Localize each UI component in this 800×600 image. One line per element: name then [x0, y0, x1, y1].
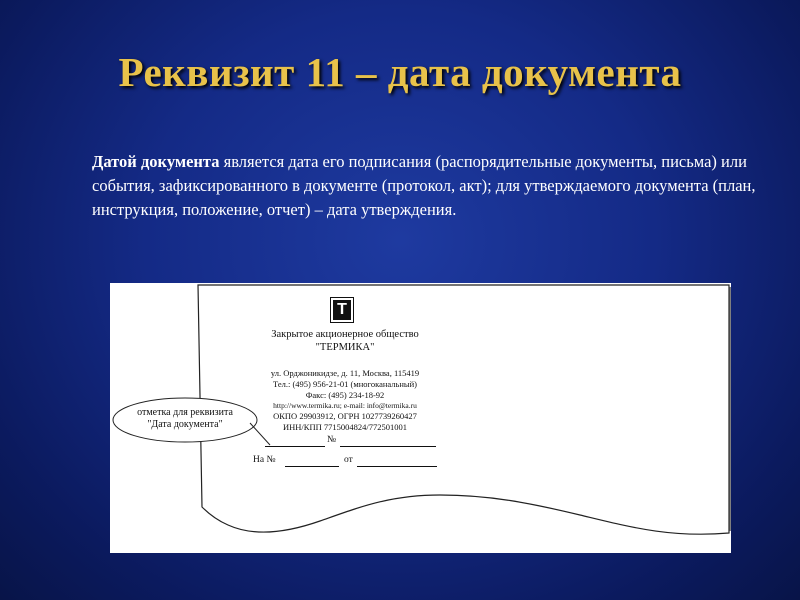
ref-number-line [285, 466, 339, 467]
org-name: "ТЕРМИКА" [315, 342, 375, 353]
body-text-bold: Датой документа [92, 152, 220, 171]
callout-line-2: "Дата документа" [147, 419, 223, 430]
body-text [92, 150, 772, 222]
ref-date-line [357, 466, 437, 467]
org-fax: Факс: (495) 234-18-92 [305, 390, 385, 400]
date-field-line [265, 446, 325, 447]
org-okpo: ОКПО 29903912, ОГРН 1027739260427 [273, 411, 417, 421]
slide-title: Реквизит 11 – дата документа [118, 49, 682, 95]
number-field-line [340, 446, 436, 447]
org-phone: Тел.: (495) 956-21-01 (многоканальный) [272, 379, 418, 389]
org-web: http://www.termika.ru; e-mail: info@termika.ru [273, 401, 417, 410]
from-label: от [344, 455, 353, 465]
org-type: Закрытое акционерное общество [271, 329, 419, 340]
number-label: № [327, 435, 337, 445]
company-logo [330, 297, 354, 323]
org-inn: ИНН/КПП 7715004824/772501001 [283, 422, 407, 432]
document-figure [110, 283, 731, 553]
callout-line-1: отметка для реквизита [137, 407, 233, 418]
ref-label: На № [253, 455, 276, 465]
body-text-rest: является дата его подписания (распорядительные документы, письма) или события, зафиксированного в документе (протокол, акт); для утверждаемого документа (план, инструкция, положение, отчет) – дата утверждения. [92, 152, 756, 219]
logo-letter: T [333, 300, 351, 320]
org-address: ул. Орджоникидзе, д. 11, Москва, 115419 [270, 368, 420, 378]
callout-text [120, 407, 250, 431]
